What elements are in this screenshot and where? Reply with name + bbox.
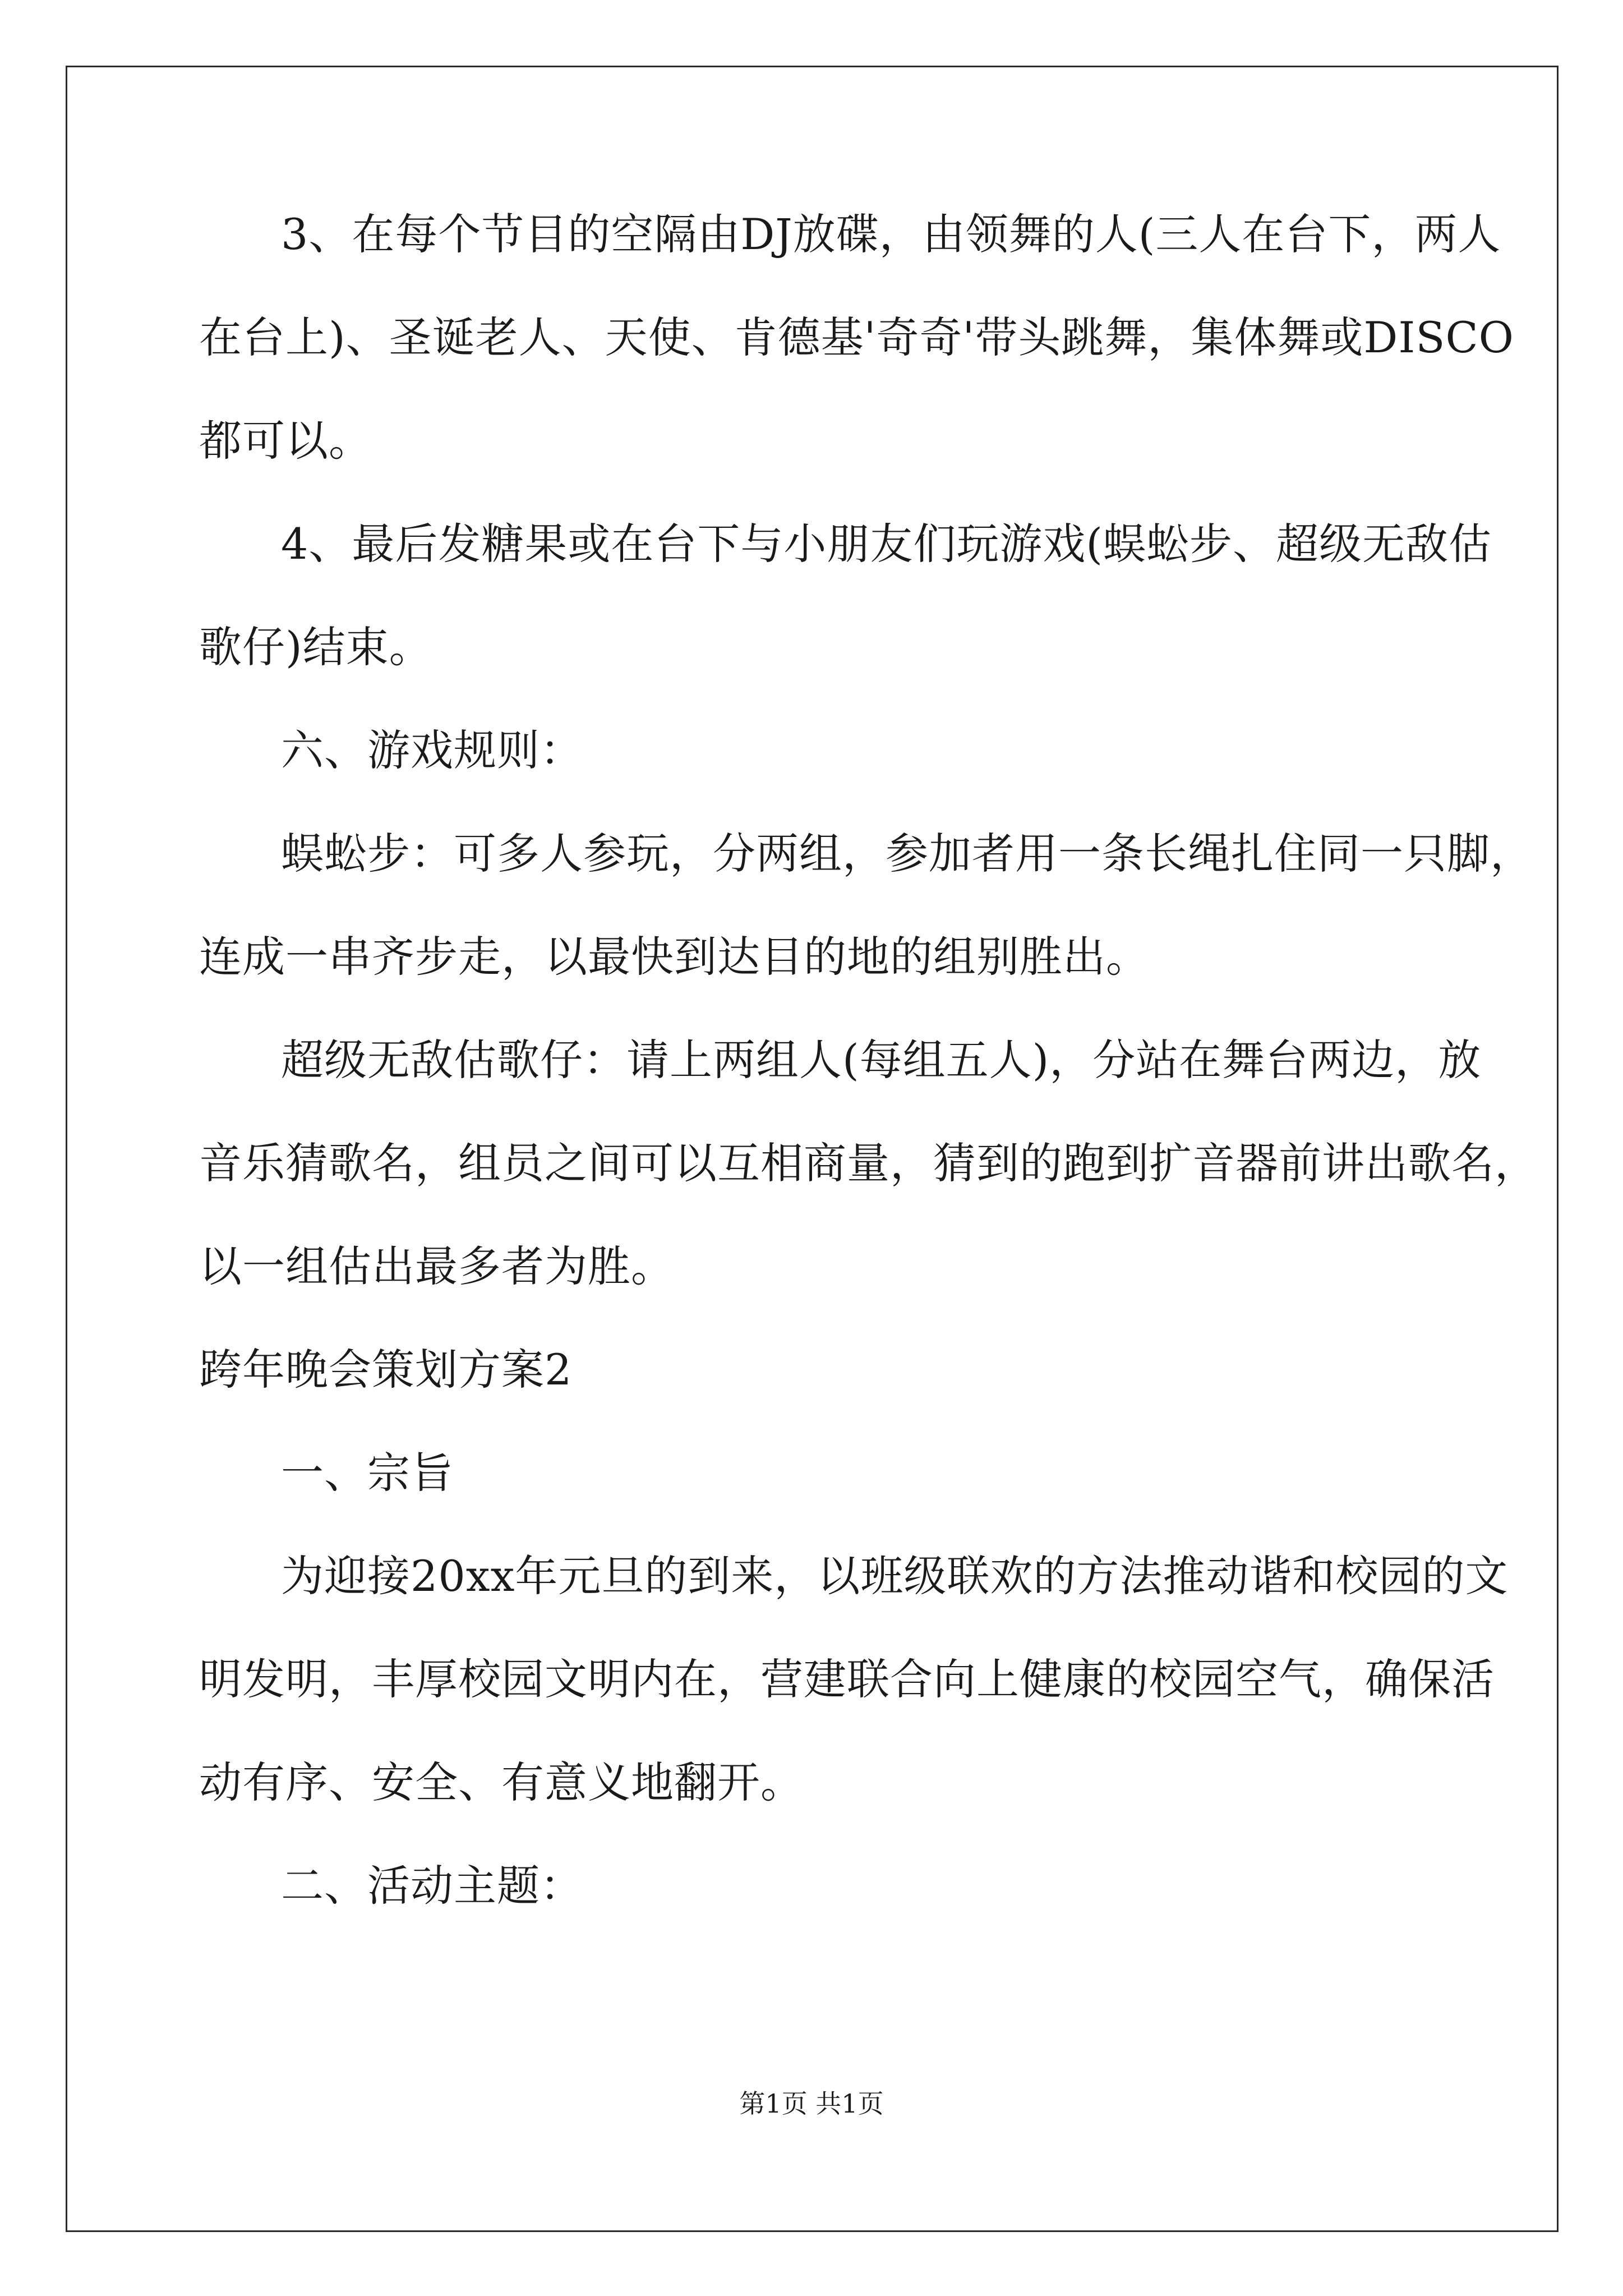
paragraph-line: 动有序、安全、有意义地翻开。 <box>199 1757 804 1807</box>
document-title: 跨年晚会策划方案2 <box>199 1345 573 1395</box>
paragraph-line: 以一组估出最多者为胜。 <box>199 1241 674 1291</box>
section-heading: 二、活动主题： <box>281 1861 583 1911</box>
paragraph-line: 音乐猜歌名，组员之间可以互相商量，猜到的跑到扩音器前讲出歌名， <box>199 1138 1538 1188</box>
section-heading: 六、游戏规则： <box>281 725 583 775</box>
paragraph-line: 在台上)、圣诞老人、天使、肯德基'奇奇'带头跳舞，集体舞或DISCO <box>199 312 1514 362</box>
paragraph-line: 为迎接20xx年元旦的到来，以班级联欢的方法推动谐和校园的文 <box>281 1551 1509 1601</box>
paragraph-line: 4、最后发糖果或在台下与小朋友们玩游戏(蜈蚣步、超级无敌估 <box>281 519 1492 569</box>
section-heading: 一、宗旨 <box>281 1448 454 1498</box>
paragraph-line: 都可以。 <box>199 416 372 466</box>
paragraph-line: 歌仔)结束。 <box>199 622 432 672</box>
document-body <box>199 208 1538 1962</box>
paragraph-line: 蜈蚣步：可多人参玩，分两组，参加者用一条长绳扎住同一只脚， <box>281 829 1533 878</box>
paragraph-line: 3、在每个节目的空隔由DJ放碟，由领舞的人(三人在台下，两人 <box>281 209 1501 259</box>
page-number-footer: 第1页 共1页 <box>739 2088 884 2119</box>
paragraph-line: 连成一串齐步走，以最快到达目的地的组别胜出。 <box>199 932 1149 982</box>
paragraph-line: 明发明，丰厚校园文明内在，营建联合向上健康的校园空气，确保活 <box>199 1654 1495 1704</box>
paragraph-line: 超级无敌估歌仔：请上两组人(每组五人)，分站在舞台两边，放 <box>281 1035 1482 1085</box>
